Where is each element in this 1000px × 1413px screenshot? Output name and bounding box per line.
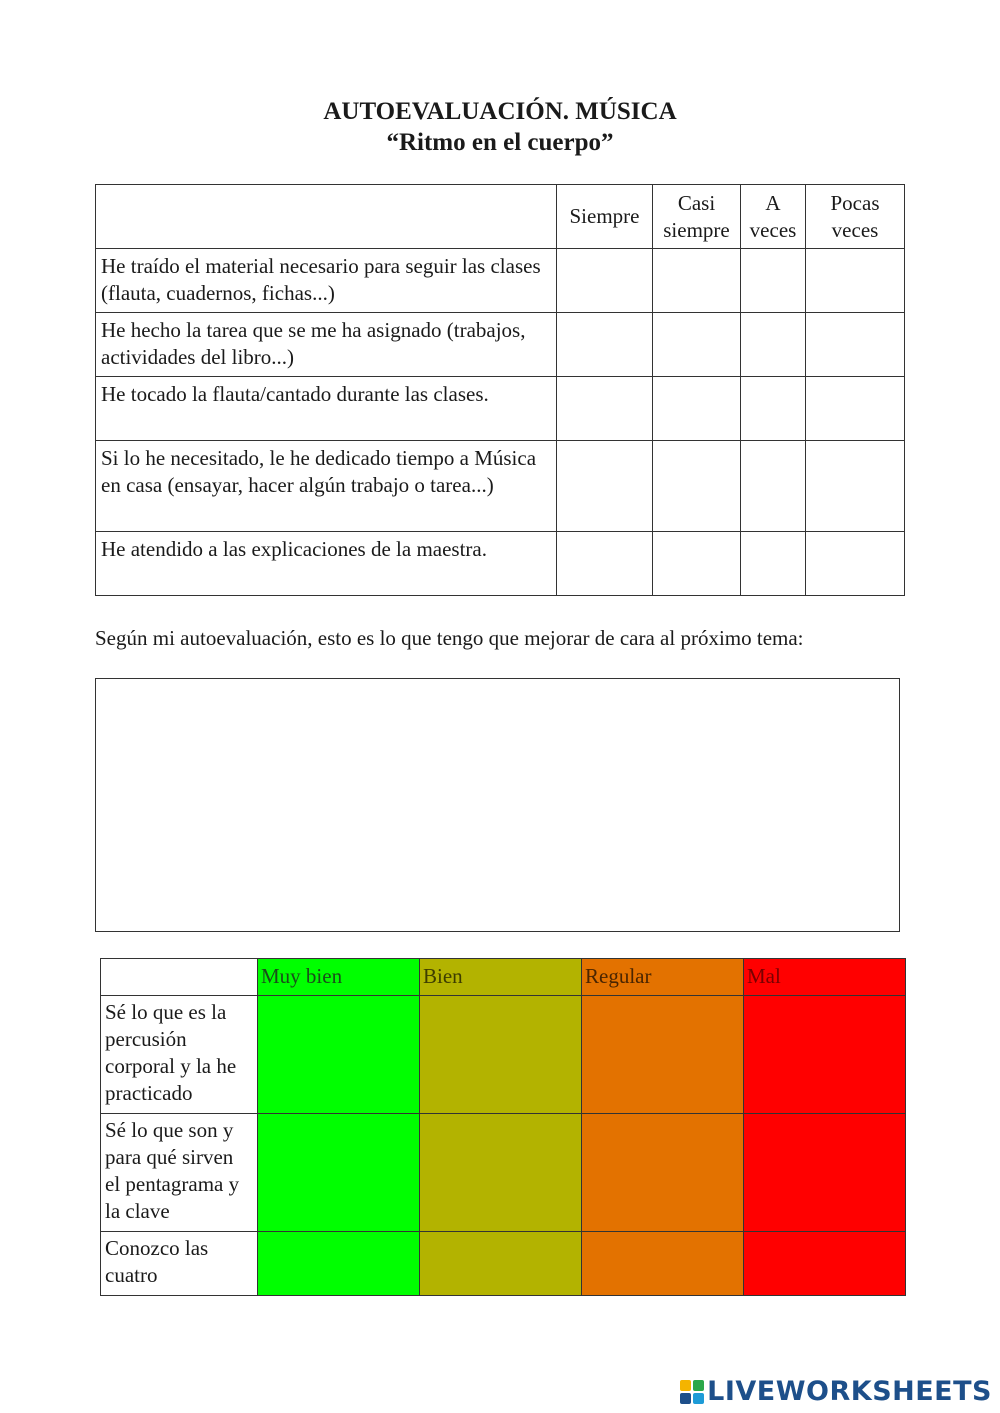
answer-cell-siempre[interactable] [557,532,653,596]
header-siempre: Siempre [557,185,653,249]
header-blank [96,185,557,249]
rubric-row [101,1232,906,1296]
improvement-answer-box[interactable] [95,678,900,932]
table-header-row [96,185,905,249]
rubric-cell-bien[interactable] [420,1232,582,1296]
answer-cell-pocas-veces[interactable] [806,441,905,532]
liveworksheets-logo [680,1376,992,1407]
liveworksheets-logo-icon [680,1380,704,1404]
title-line-1: AUTOEVALUACIÓN. MÚSICA [323,98,677,125]
level-muy-bien: Muy bien [258,959,420,996]
self-evaluation-table [95,184,905,596]
header-a-veces: A veces [741,185,806,249]
answer-cell-siempre[interactable] [557,249,653,313]
answer-cell-pocas-veces[interactable] [806,249,905,313]
answer-cell-pocas-veces[interactable] [806,313,905,377]
answer-cell-casi-siempre[interactable] [653,249,741,313]
rubric-row [101,1114,906,1232]
level-bien: Bien [420,959,582,996]
question-label: He tocado la flauta/cantado durante las clases. [96,377,557,441]
rubric-criterion: Conozco las cuatro [101,1232,258,1296]
answer-cell-siempre[interactable] [557,441,653,532]
answer-cell-a-veces[interactable] [741,249,806,313]
rubric-cell-mal[interactable] [744,1114,906,1232]
table-row [96,532,905,596]
rubric-cell-regular[interactable] [582,1232,744,1296]
rubric-header-row [101,959,906,996]
answer-cell-a-veces[interactable] [741,377,806,441]
rubric-criterion: Sé lo que son y para qué sirven el pentagrama y la clave [101,1114,258,1232]
rubric-cell-muy-bien[interactable] [258,1232,420,1296]
answer-cell-a-veces[interactable] [741,313,806,377]
answer-cell-pocas-veces[interactable] [806,377,905,441]
question-label: He atendido a las explicaciones de la maestra. [96,532,557,596]
answer-cell-pocas-veces[interactable] [806,532,905,596]
rubric-header-blank [101,959,258,996]
rubric-table [100,958,906,1296]
improvement-prompt: Según mi autoevaluación, esto es lo que tengo que mejorar de cara al próximo tema: [95,626,804,650]
header-casi-siempre: Casi siempre [653,185,741,249]
rubric-row [101,996,906,1114]
answer-cell-siempre[interactable] [557,377,653,441]
rubric-criterion: Sé lo que es la percusión corporal y la he practicado [101,996,258,1114]
brand-name: LIVEWORKSHEETS [707,1376,992,1407]
question-label: He hecho la tarea que se me ha asignado (trabajos, actividades del libro...) [96,313,557,377]
answer-cell-a-veces[interactable] [741,532,806,596]
rubric-cell-muy-bien[interactable] [258,1114,420,1232]
table-row [96,313,905,377]
question-label: He traído el material necesario para seguir las clases (flauta, cuadernos, fichas...) [96,249,557,313]
title-line-2: “Ritmo en el cuerpo” [386,129,614,156]
answer-cell-a-veces[interactable] [741,441,806,532]
rubric-cell-muy-bien[interactable] [258,996,420,1114]
answer-cell-casi-siempre[interactable] [653,441,741,532]
rubric-cell-bien[interactable] [420,996,582,1114]
answer-cell-casi-siempre[interactable] [653,532,741,596]
rubric-cell-bien[interactable] [420,1114,582,1232]
rubric-cell-mal[interactable] [744,996,906,1114]
table-row [96,249,905,313]
answer-cell-siempre[interactable] [557,313,653,377]
rubric-cell-regular[interactable] [582,996,744,1114]
answer-cell-casi-siempre[interactable] [653,377,741,441]
header-pocas-veces: Pocas veces [806,185,905,249]
worksheet-title [0,96,1000,158]
table-row [96,441,905,532]
rubric-cell-regular[interactable] [582,1114,744,1232]
table-row [96,377,905,441]
level-mal: Mal [744,959,906,996]
answer-cell-casi-siempre[interactable] [653,313,741,377]
rubric-cell-mal[interactable] [744,1232,906,1296]
level-regular: Regular [582,959,744,996]
question-label: Si lo he necesitado, le he dedicado tiempo a Música en casa (ensayar, hacer algún trabajo o tarea...) [96,441,557,532]
